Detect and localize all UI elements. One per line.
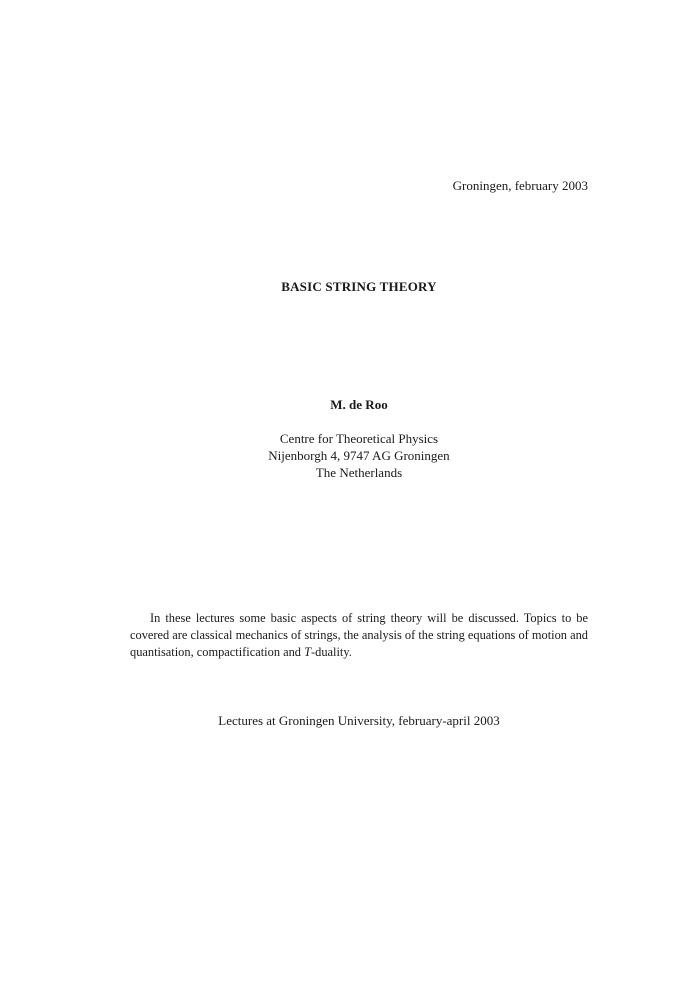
abstract-text-end: -duality. <box>311 645 352 660</box>
affiliation-address: Nijenborgh 4, 9747 AG Groningen <box>268 448 450 463</box>
abstract-paragraph <box>130 610 588 661</box>
abstract-text-main: In these lectures some basic aspects of string theory will be discussed. Topics to be covered are classical mechanics of strings, the analysis of the string equations of motion and quantisation, compactification and <box>130 611 588 660</box>
lecture-note: Lectures at Groningen University, february-april 2003 <box>218 713 500 728</box>
author-name: M. de Roo <box>330 397 388 412</box>
paper-title: BASIC STRING THEORY <box>281 279 437 294</box>
dateline: Groningen, february 2003 <box>452 178 588 193</box>
affiliation-institute: Centre for Theoretical Physics <box>279 431 439 446</box>
affiliation-block <box>0 430 700 481</box>
abstract-math-symbol: T <box>304 645 312 660</box>
affiliation-country: The Netherlands <box>315 465 403 480</box>
